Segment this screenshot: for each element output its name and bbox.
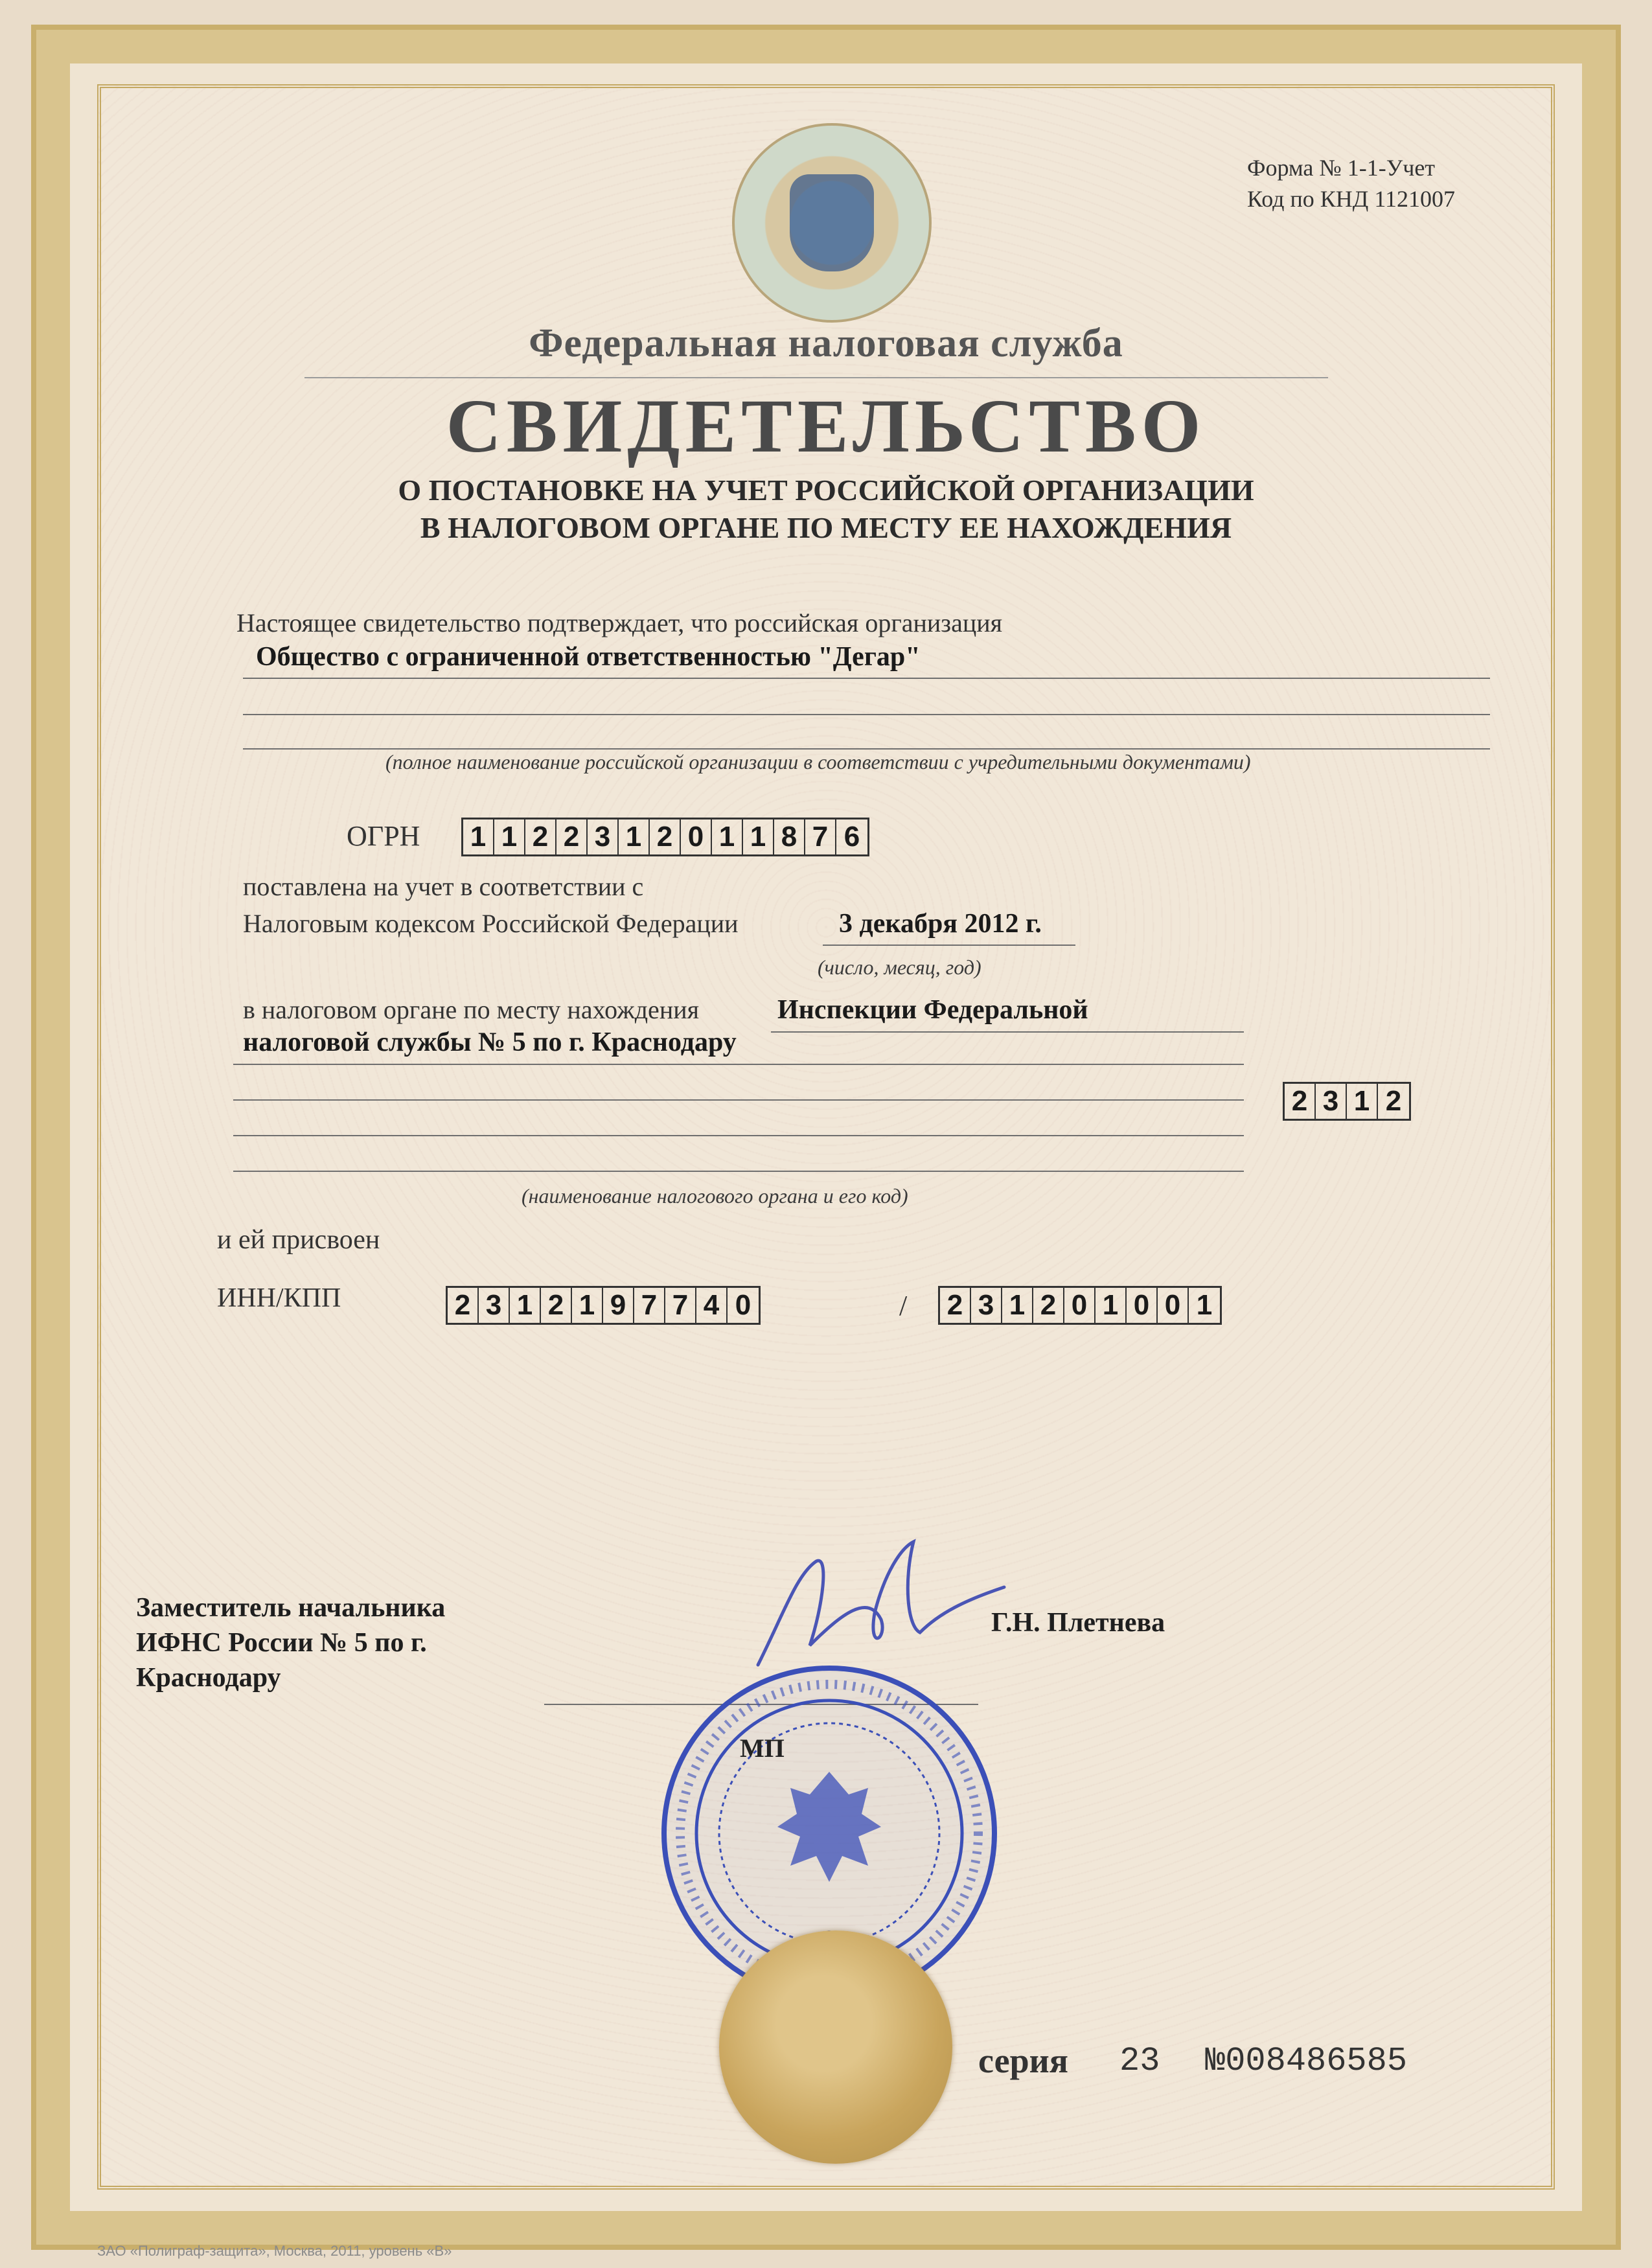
position-line2: ИФНС России № 5 по г. [136, 1628, 427, 1658]
inn-digit: 0 [735, 1289, 751, 1321]
org-name-line3 [243, 748, 1490, 750]
inn-kpp-label: ИНН/КПП [217, 1283, 341, 1313]
organization-intro: Настоящее свидетельство подтверждает, что российская организация [236, 608, 1003, 637]
header-divider [304, 377, 1328, 378]
tax-authority-code-digit: 1 [1347, 1084, 1378, 1119]
tax-authority-name-line2: налоговой службы № 5 по г. Краснодару [243, 1027, 737, 1057]
ogrn-digit: 3 [588, 819, 619, 854]
tax-authority-line4 [233, 1135, 1244, 1136]
inn-digit: 3 [479, 1288, 510, 1323]
ogrn-digit: 1 [619, 819, 650, 854]
ogrn-cells [461, 818, 869, 856]
tax-authority-name-line1: Инспекции Федеральной [777, 995, 1088, 1025]
tax-authority-caption: (наименование налогового органа и его код) [522, 1184, 908, 1208]
tax-authority-line3 [233, 1099, 1244, 1101]
organization-caption: (полное наименование российской организации в соответствии с учредительными документами) [385, 750, 1251, 773]
ogrn-digit: 2 [556, 819, 588, 854]
form-number-block [1247, 152, 1455, 214]
ogrn-digit: 2 [650, 819, 681, 854]
organization-name: Общество с ограниченной ответственностью "Дегар" [256, 642, 921, 672]
tax-authority-code-digit: 3 [1316, 1084, 1347, 1119]
kpp-digit: 0 [1127, 1288, 1158, 1323]
tax-authority-line5 [233, 1171, 1244, 1172]
inn-digit: 7 [634, 1288, 665, 1323]
series-label: серия [978, 2041, 1068, 2080]
ogrn-digit: 2 [525, 819, 556, 854]
ogrn-digit: 1 [463, 819, 494, 854]
hologram-emblem-icon [732, 123, 932, 323]
handwritten-signature-icon [745, 1535, 1017, 1704]
inn-digit: 1 [572, 1288, 603, 1323]
kpp-digit: 2 [1033, 1288, 1064, 1323]
document-subtitle-line1: О ПОСТАНОВКЕ НА УЧЕТ РОССИЙСКОЙ ОРГАНИЗАЦИИ [398, 474, 1254, 507]
inn-digit: 9 [603, 1288, 634, 1323]
inn-digit: 7 [665, 1288, 696, 1323]
mp-label: МП [740, 1734, 785, 1763]
tax-authority-code-digit: 2 [1385, 1085, 1402, 1117]
ogrn-digit: 7 [805, 819, 836, 854]
org-name-line1 [243, 678, 1490, 679]
tax-authority-line1 [771, 1031, 1244, 1033]
ogrn-digit: 1 [712, 819, 743, 854]
kpp-digit: 2 [940, 1288, 971, 1323]
inn-digit: 1 [510, 1288, 541, 1323]
registration-line2: Налоговым кодексом Российской Федерации [243, 909, 739, 938]
position-line1: Заместитель начальника [136, 1593, 446, 1623]
knd-code: Код по КНД 1121007 [1247, 186, 1455, 212]
signatory-name: Г.Н. Плетнева [991, 1608, 1165, 1638]
ogrn-digit: 6 [843, 821, 860, 853]
inn-cells [446, 1286, 761, 1325]
position-line3: Краснодару [136, 1663, 281, 1693]
inn-digit: 4 [696, 1288, 728, 1323]
ogrn-digit: 1 [494, 819, 525, 854]
registration-date: 3 декабря 2012 г. [839, 909, 1042, 939]
tax-authority-code-cells [1283, 1082, 1411, 1121]
ogrn-digit: 1 [743, 819, 774, 854]
kpp-digit: 0 [1064, 1288, 1096, 1323]
date-line [823, 945, 1075, 946]
kpp-digit: 1 [1196, 1289, 1213, 1321]
kpp-digit: 1 [1002, 1288, 1033, 1323]
document-title: СВИДЕТЕЛЬСТВО [446, 384, 1206, 468]
ogrn-digit: 8 [774, 819, 805, 854]
form-number: Форма № 1-1-Учет [1247, 155, 1436, 181]
org-name-line2 [243, 714, 1490, 715]
ogrn-digit: 0 [681, 819, 712, 854]
registration-line1: поставлена на учет в соответствии с [243, 872, 644, 901]
tax-authority-intro: в налоговом органе по месту нахождения [243, 995, 700, 1024]
ogrn-label: ОГРН [347, 820, 420, 852]
inn-digit: 2 [448, 1288, 479, 1323]
inn-digit: 2 [541, 1288, 572, 1323]
tax-authority-code-digit: 2 [1285, 1084, 1316, 1119]
printer-footer: ЗАО «Полиграф-защита», Москва, 2011, уровень «В» [97, 2243, 452, 2259]
document-subtitle-line2: В НАЛОГОВОМ ОРГАНЕ ПО МЕСТУ ЕЕ НАХОЖДЕНИЯ [420, 511, 1232, 544]
gold-seal-icon [719, 1930, 952, 2164]
tax-authority-line2 [233, 1064, 1244, 1065]
inn-kpp-separator: / [899, 1290, 908, 1322]
series-number: №008486585 [1205, 2042, 1408, 2080]
kpp-digit: 1 [1096, 1288, 1127, 1323]
date-caption: (число, месяц, год) [818, 956, 981, 979]
series-code: 23 [1119, 2042, 1160, 2080]
kpp-digit: 0 [1158, 1288, 1189, 1323]
kpp-cells [938, 1286, 1222, 1325]
agency-name: Федеральная налоговая служба [529, 321, 1123, 365]
kpp-digit: 3 [971, 1288, 1002, 1323]
signatory-position [136, 1590, 445, 1695]
assigned-label: и ей присвоен [217, 1225, 380, 1255]
